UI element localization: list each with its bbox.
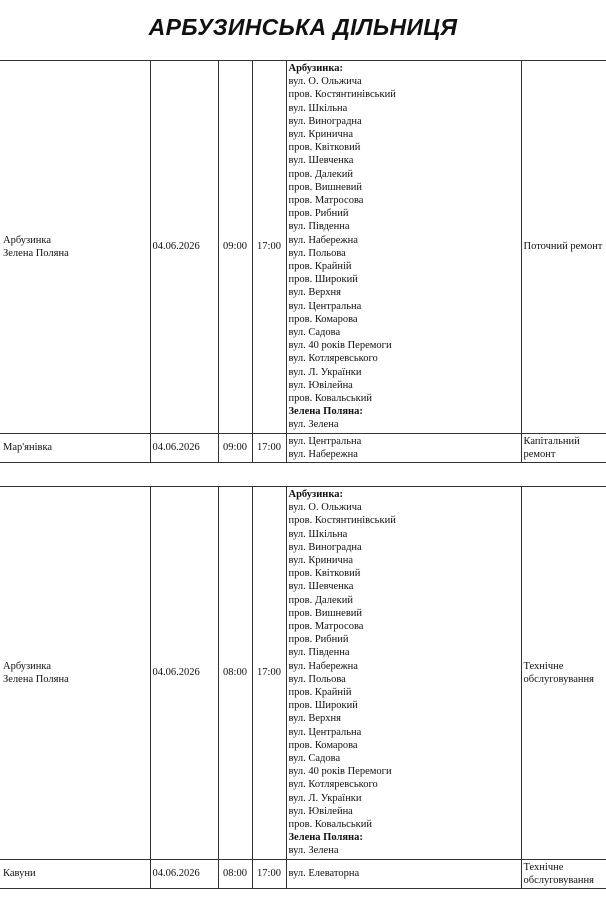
street-item: пров. Крайній xyxy=(288,261,352,273)
street-item: пров. Вишневий xyxy=(288,181,363,193)
street-item: пров. Вишневий xyxy=(288,607,363,619)
table-row xyxy=(0,487,606,860)
street-item: пров. Комарова xyxy=(288,313,358,325)
table-row xyxy=(0,433,606,462)
street-item: пров. Широкий xyxy=(288,274,358,286)
street-item: вул. О. Ольжича xyxy=(288,502,362,514)
street-item: вул. О. Ольжича xyxy=(288,76,362,88)
street-item: вул. Кринична xyxy=(288,555,354,567)
street-item: пров. Рибний xyxy=(288,208,349,220)
street-item: вул. Верхня xyxy=(288,713,341,725)
street-item: вул. 40 років Перемоги xyxy=(288,766,392,778)
settlement-label: Зелена Поляна: xyxy=(288,832,363,844)
street-item: вул. Шевченка xyxy=(288,155,354,167)
outage-schedule-table-1 xyxy=(0,60,606,463)
street-item: пров. Матросова xyxy=(288,621,364,633)
street-item: вул. Виноградна xyxy=(288,115,362,127)
street-item: пров. Широкий xyxy=(288,700,358,712)
start-time-cell: 09:00 xyxy=(218,61,252,434)
end-time-cell: 17:00 xyxy=(252,61,286,434)
street-item: вул. Шкільна xyxy=(288,102,348,114)
street-item: вул. Набережна xyxy=(288,448,358,460)
street-item: вул. Центральна xyxy=(288,726,362,738)
date-cell: 04.06.2026 xyxy=(150,61,218,434)
work-type-cell: Капітальний ремонт xyxy=(521,433,606,462)
settlement-label: Арбузинка: xyxy=(288,63,343,74)
street-item: вул. Елеваторна xyxy=(288,868,360,880)
street-item: вул. Південна xyxy=(288,221,350,233)
streets-cell xyxy=(286,487,521,860)
street-item: вул. Л. Українки xyxy=(288,366,362,378)
street-item: пров. Далекий xyxy=(288,594,353,606)
location-cell xyxy=(0,859,150,888)
start-time-cell: 08:00 xyxy=(218,859,252,888)
street-item: вул. Зелена xyxy=(288,845,339,857)
date-cell: 04.06.2026 xyxy=(150,859,218,888)
street-item: пров. Далекий xyxy=(288,168,353,180)
street-item: вул. Садова xyxy=(288,753,341,765)
street-item: вул. Центральна xyxy=(288,435,362,447)
street-item: вул. Польова xyxy=(288,673,346,685)
street-item: вул. Верхня xyxy=(288,287,341,299)
location-cell xyxy=(0,61,150,434)
location-name: Зелена Поляна xyxy=(3,673,69,685)
street-item: вул. Котляревського xyxy=(288,779,378,791)
street-item: пров. Ковальський xyxy=(288,819,372,831)
end-time-cell: 17:00 xyxy=(252,433,286,462)
street-item: вул. Набережна xyxy=(288,234,358,246)
street-item: вул. Зелена xyxy=(288,419,339,431)
work-type-cell: Технічне обслуговування xyxy=(521,859,606,888)
streets-cell xyxy=(286,61,521,434)
street-item: вул. Садова xyxy=(288,327,341,339)
location-cell xyxy=(0,433,150,462)
location-name: Зелена Поляна xyxy=(3,247,69,259)
table-row xyxy=(0,859,606,888)
settlement-label: Арбузинка: xyxy=(288,489,343,500)
date-cell: 04.06.2026 xyxy=(150,487,218,860)
street-item: вул. Котляревського xyxy=(288,353,378,365)
streets-cell xyxy=(286,859,521,888)
street-item: пров. Комарова xyxy=(288,739,358,751)
start-time-cell: 08:00 xyxy=(218,487,252,860)
street-item: пров. Матросова xyxy=(288,195,364,207)
street-item: вул. Польова xyxy=(288,247,346,259)
work-type-cell: Поточний ремонт xyxy=(521,61,606,434)
street-item: пров. Крайній xyxy=(288,687,352,699)
date-cell: 04.06.2026 xyxy=(150,433,218,462)
street-item: вул. Ювілейна xyxy=(288,379,353,391)
location-name: Арбузинка xyxy=(3,234,52,246)
table-row xyxy=(0,61,606,434)
location-name: Кавуни xyxy=(3,868,36,880)
street-item: вул. 40 років Перемоги xyxy=(288,340,392,352)
street-item: пров. Костянтинівський xyxy=(288,89,396,101)
street-item: вул. Шевченка xyxy=(288,581,354,593)
street-item: вул. Південна xyxy=(288,647,350,659)
street-item: вул. Виноградна xyxy=(288,541,362,553)
location-name: Арбузинка xyxy=(3,660,52,672)
end-time-cell: 17:00 xyxy=(252,859,286,888)
street-item: пров. Ковальський xyxy=(288,393,372,405)
street-item: пров. Костянтинівський xyxy=(288,515,396,527)
page-title: АРБУЗИНСЬКА ДІЛЬНИЦЯ xyxy=(148,14,458,40)
start-time-cell: 09:00 xyxy=(218,433,252,462)
street-item: вул. Набережна xyxy=(288,660,358,672)
location-cell xyxy=(0,487,150,860)
street-item: вул. Шкільна xyxy=(288,528,348,540)
street-item: вул. Центральна xyxy=(288,300,362,312)
street-item: пров. Квітковий xyxy=(288,142,361,154)
street-item: вул. Ювілейна xyxy=(288,805,353,817)
street-item: вул. Кринична xyxy=(288,129,354,141)
street-item: вул. Л. Українки xyxy=(288,792,362,804)
location-name: Мар'янівка xyxy=(3,442,53,454)
end-time-cell: 17:00 xyxy=(252,487,286,860)
street-item: пров. Квітковий xyxy=(288,568,361,580)
settlement-label: Зелена Поляна: xyxy=(288,406,363,418)
outage-schedule-table-2 xyxy=(0,486,606,889)
streets-cell xyxy=(286,433,521,462)
work-type-cell: Технічне обслуговування xyxy=(521,487,606,860)
street-item: пров. Рибний xyxy=(288,634,349,646)
